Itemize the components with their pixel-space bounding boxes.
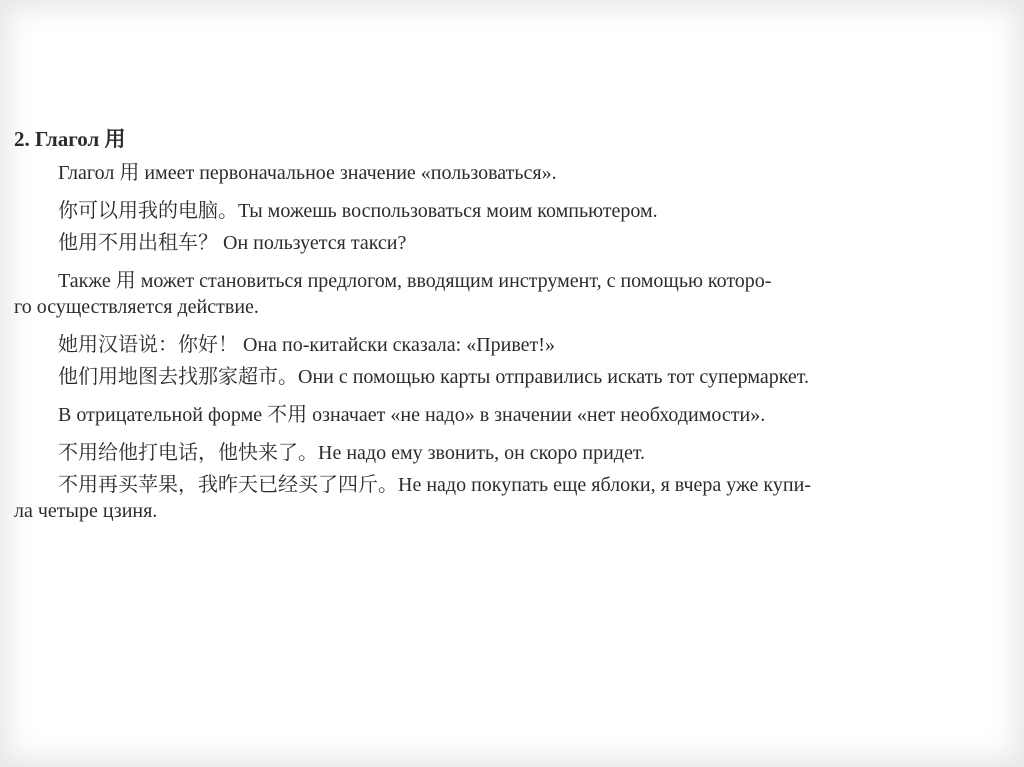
example-5: 不用给他打电话，他快来了。Не надо ему звонить, он скоро придет. [58,442,646,464]
example-6-line-1: 不用再买苹果，我昨天已经买了四斤。Не надо покупать еще яблоки, я вчера уже купи- [58,474,811,496]
section-heading: 2. Глагол 用 [14,127,126,151]
example-1: 你可以用我的电脑。Ты можешь воспользоваться моим компьютером. [58,200,658,222]
negative-form-text: В отрицательной форме 不用 означает «не надо» в значении «нет необходимости». [58,404,766,426]
example-6-line-2: ла четыре цзиня. [14,500,158,522]
document-body [14,126,954,524]
preposition-text-line-1: Также 用 может становиться предлогом, вводящим инструмент, с помощью которо- [58,270,772,292]
example-3: 她用汉语说：你好！ Она по-китайски сказала: «Привет!» [58,334,555,356]
example-2: 他用不用出租车？ Он пользуется такси? [58,232,407,254]
definition-text: Глагол 用 имеет первоначальное значение «пользоваться». [58,162,557,184]
preposition-text-line-2: го осуществляется действие. [14,296,259,318]
example-4: 他们用地图去找那家超市。Они с помощью карты отправились искать тот супермаркет. [58,366,810,388]
